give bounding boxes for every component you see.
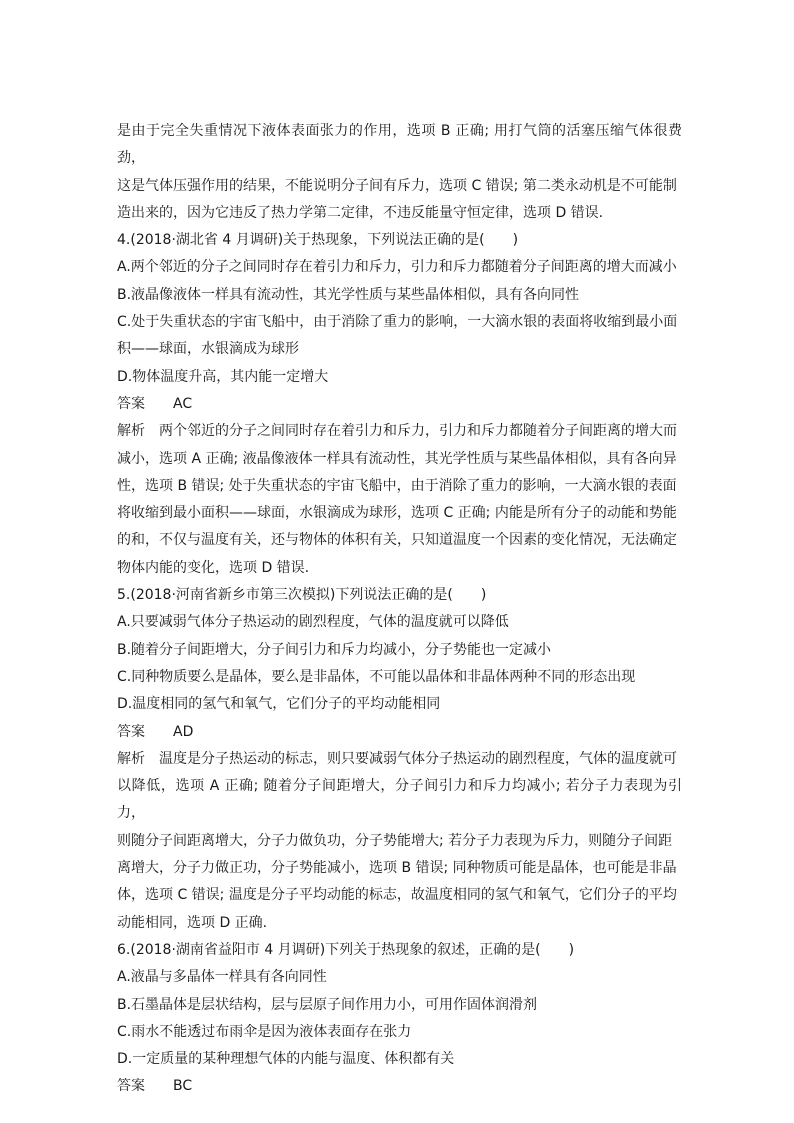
question-4-option-c: C.处于失重状态的宇宙飞船中，由于消除了重力的影响，一大滴水银的表面将收缩到最小面: [117, 314, 678, 331]
question-6-option-a: A.液晶与多晶体一样具有各向同性: [117, 969, 327, 986]
analysis-label: 解析: [117, 423, 145, 440]
text-line: 是由于完全失重情况下液体表面张力的作用，选项 B 正确; 用打气筒的活塞压缩气体很费劲，: [117, 123, 682, 167]
answer-label: 答案: [117, 395, 145, 412]
answer-label: 答案: [117, 1078, 145, 1095]
question-4-analysis: [117, 418, 682, 445]
answer-value: AC: [173, 395, 193, 412]
analysis-line: 以降低，选项 A 正确; 随着分子间距增大，分子间引力和斥力均减小; 若分子力表现为引力，: [117, 778, 682, 822]
document-body: [117, 118, 682, 1101]
question-5-analysis: [117, 746, 682, 773]
question-6-option-d: D.一定质量的某种理想气体的内能与温度、体积都有关: [117, 1051, 455, 1068]
text-line: 造出来的，因为它违反了热力学第二定律，不违反能量守恒定律，选项 D 错误.: [117, 204, 604, 221]
question-5-option-b: B.随着分子间距增大，分子间引力和斥力均减小，分子势能也一定减小: [117, 641, 552, 658]
question-5-option-c: C.同种物质要么是晶体，要么是非晶体，不可能以晶体和非晶体两种不同的形态出现: [117, 668, 636, 685]
question-6-title: 6.(2018·湖南省益阳市 4 月调研)下列关于热现象的叙述，正确的是( ): [117, 941, 575, 958]
question-4-option-d: D.物体温度升高，其内能一定增大: [117, 368, 329, 385]
question-4-title: 4.(2018·湖北省 4 月调研)关于热现象，下列说法正确的是( ): [117, 232, 519, 249]
text-line: 这是气体压强作用的结果，不能说明分子间有斥力，选项 C 错误; 第二类永动机是不可能制: [117, 177, 677, 194]
analysis-line: 动能相同，选项 D 正确.: [117, 914, 268, 931]
question-5-answer: [117, 719, 682, 746]
answer-value: BC: [173, 1078, 193, 1095]
answer-label: 答案: [117, 723, 145, 740]
analysis-text: 两个邻近的分子之间同时存在着引力和斥力，引力和斥力都随着分子间距离的增大而: [159, 423, 677, 440]
analysis-line: 的和，不仅与温度有关，还与物体的体积有关，只知道温度一个因素的变化情况，无法确定: [117, 532, 677, 549]
question-6-option-c: C.雨水不能透过布雨伞是因为液体表面存在张力: [117, 1023, 412, 1040]
analysis-line: 性，选项 B 错误; 处于失重状态的宇宙飞船中，由于消除了重力的影响，一大滴水银的表面: [117, 477, 677, 494]
analysis-line: 离增大，分子力做正功，分子势能减小，选项 B 错误; 同种物质可能是晶体，也可能是非晶: [117, 860, 677, 877]
question-4-option-b: B.液晶像液体一样具有流动性，其光学性质与某些晶体相似，具有各向同性: [117, 286, 580, 303]
question-5-option-d: D.温度相同的氢气和氧气，它们分子的平均动能相同: [117, 696, 441, 713]
question-6-option-b: B.石墨晶体是层状结构，层与层原子间作用力小，可用作固体润滑剂: [117, 996, 538, 1013]
question-4-option-c-cont: 积——球面，水银滴成为球形: [117, 341, 299, 358]
analysis-line: 则随分子间距离增大，分子力做负功，分子势能增大; 若分子力表现为斥力，则随分子间距: [117, 832, 673, 849]
analysis-line: 体，选项 C 错误; 温度是分子平均动能的标志，故温度相同的氢气和氧气，它们分子的平均: [117, 887, 677, 904]
question-6-answer: [117, 1073, 682, 1100]
question-5-title: 5.(2018·河南省新乡市第三次模拟)下列说法正确的是( ): [117, 587, 487, 604]
answer-value: AD: [173, 723, 194, 740]
analysis-text: 温度是分子热运动的标志，则只要减弱气体分子热运动的剧烈程度，气体的温度就可: [159, 750, 677, 767]
analysis-label: 解析: [117, 750, 145, 767]
question-5-option-a: A.只要减弱气体分子热运动的剧烈程度，气体的温度就可以降低: [117, 614, 509, 631]
analysis-line: 将收缩到最小面积——球面，水银滴成为球形，选项 C 正确; 内能是所有分子的动能和势能: [117, 505, 677, 522]
question-4-option-a: A.两个邻近的分子之间同时存在着引力和斥力，引力和斥力都随着分子间距离的增大而减小: [117, 259, 677, 276]
question-4-answer: [117, 391, 682, 418]
analysis-line: 物体内能的变化，选项 D 错误.: [117, 559, 310, 576]
analysis-line: 减小，选项 A 正确; 液晶像液体一样具有流动性，其光学性质与某些晶体相似，具有各向异: [117, 450, 677, 467]
